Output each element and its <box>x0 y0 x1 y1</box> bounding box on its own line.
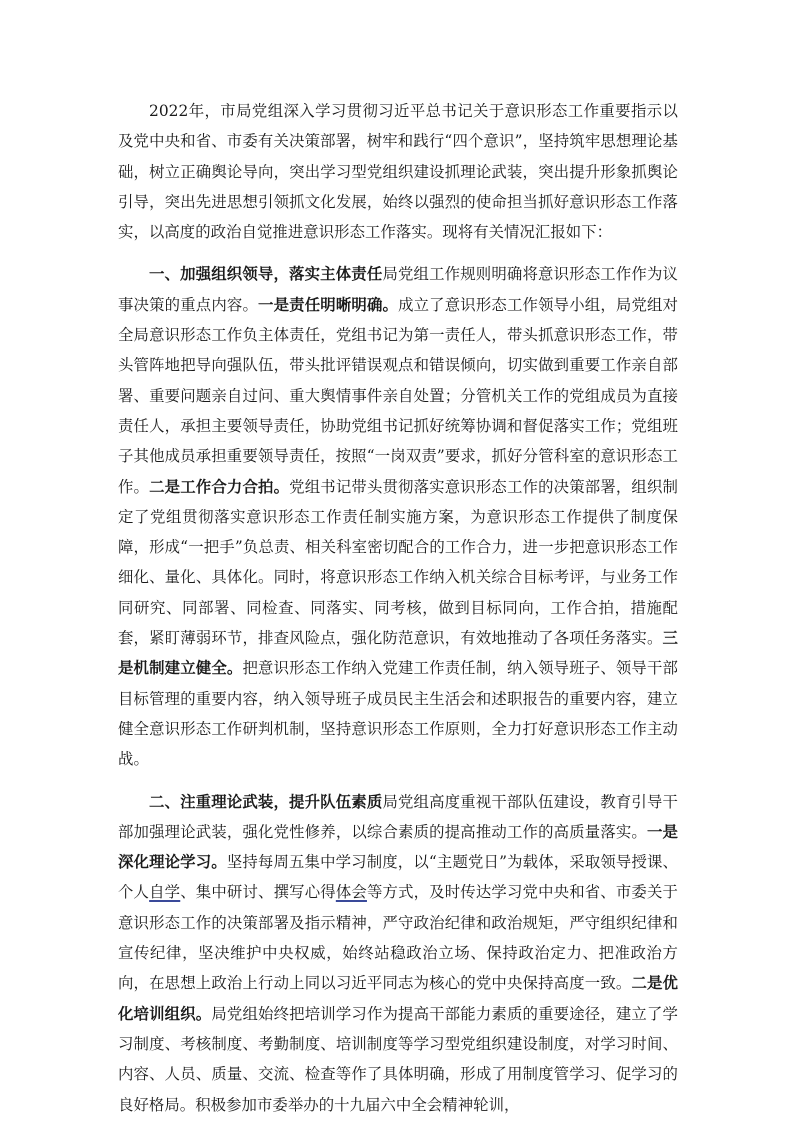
section2-point1-text-c: 等方式，及时传达学习党中央和省、市委关于意识形态工作的决策部署及指示精神，严守政治纪律和政治规矩，严守组织纪律和宣传纪律，坚决维护中央权威，始终站稳政治立场、保持政治定力、把准政治方向，在思想上政治上行动上同以习近平同志为核心的党中央保持高度一致。 <box>118 883 678 993</box>
section1-lead: 局党组工作规则明确将意识形态工作作为议事决策的重点内容。 <box>118 265 678 314</box>
intro-text: 2022年，市局党组深入学习贯彻习近平总书记关于意识形态工作重要指示以及党中央和省、市委有关决策部署，树牢和践行“四个意识”，坚持筑牢思想理论基础，树立正确舆论导向，突出学习型党组织建设抓理论武装，突出提升形象抓舆论引导，突出先进思想引领抓文化发展，始终以强烈的使命担当抓好意识形态工作落实，以高度的政治自觉推进意识形态工作落实。现将有关情况汇报如下： <box>118 102 678 242</box>
intro-paragraph <box>118 96 678 247</box>
section1-point1-text: 成立了意识形态工作领导小组，局党组对全局意识形态工作负主体责任，党组书记为第一责任人，带头抓意识形态工作，带头管阵地把导向强队伍，带头批评错误观点和错误倾向，切实做到重要工作亲自部署、重要问题亲自过问、重大舆情事件亲自处置；分管机关工作的党组成员为直接责任人，承担主要领导责任，协助党组书记抓好统筹协调和督促落实工作；党组班子其他成员承担重要领导责任，按照“一岗双责”要求，抓好分管科室的意识形态工作。 <box>118 295 678 496</box>
section1-point1-title: 一是责任明晰明确。 <box>258 295 399 314</box>
section2-paragraph <box>118 787 678 1120</box>
document-body <box>118 96 678 1132</box>
section2-point1-title: 一是深化理论学习。 <box>118 822 678 872</box>
section2-point1-text-b: 、集中研讨、撰写心得 <box>180 883 336 902</box>
underlined-term-zixue[interactable]: 自学 <box>149 883 181 902</box>
section1-point2-title: 二是工作合力合拍。 <box>149 477 290 496</box>
section1-point2-text: 党组书记带头贯彻落实意识形态工作的决策部署，组织制定了党组贯彻落实意识形态工作责任制实施方案，为意识形态工作提供了制度保障，形成“一把手”负总责、相关科室密切配合的工作合力，进一步把意识形态工作细化、量化、具体化。同时，将意识形态工作纳入机关综合目标考评，与业务工作同研究、同部署、同检查、同落实、同考核，做到目标同向，工作合拍，措施配套，紧盯薄弱环节，排查风险点，强化防范意识，有效地推动了各项任务落实。 <box>118 477 678 648</box>
section2-lead: 局党组高度重视干部队伍建设，教育引导干部加强理论武装，强化党性修养，以综合素质的提高推动工作的高质量落实。 <box>118 792 678 841</box>
section2-point1-text-a: 坚持每周五集中学习制度，以“主题党日”为载体，采取领导授课、个人 <box>118 853 678 902</box>
section1-heading: 一、加强组织领导，落实主体责任 <box>149 265 383 284</box>
section2-point2-text: 局党组始终把培训学习作为提高干部能力素质的重要途径，建立了学习制度、考核制度、考勤制度、培训制度等学习型党组织建设制度，对学习时间、内容、人员、质量、交流、检查等作了具体明确，形成了用制度管学习、促学习的良好格局。积极参加市委举办的十九届六中全会精神轮训， <box>118 1004 678 1114</box>
underlined-term-tihui[interactable]: 体会 <box>335 883 367 902</box>
section1-point3-title: 三是机制建立健全。 <box>118 629 678 678</box>
section1-point3-text: 把意识形态工作纳入党建工作责任制，纳入领导班子、领导干部目标管理的重要内容，纳入领导班子成员民主生活会和述职报告的重要内容，建立健全意识形态工作研判机制，坚持意识形态工作原则，全力打好意识形态工作主动战。 <box>118 659 678 769</box>
section1-paragraph <box>118 259 678 774</box>
section2-heading: 二、注重理论武装，提升队伍素质 <box>149 792 383 811</box>
section2-point2-title: 二是优化培训组织。 <box>118 974 678 1023</box>
